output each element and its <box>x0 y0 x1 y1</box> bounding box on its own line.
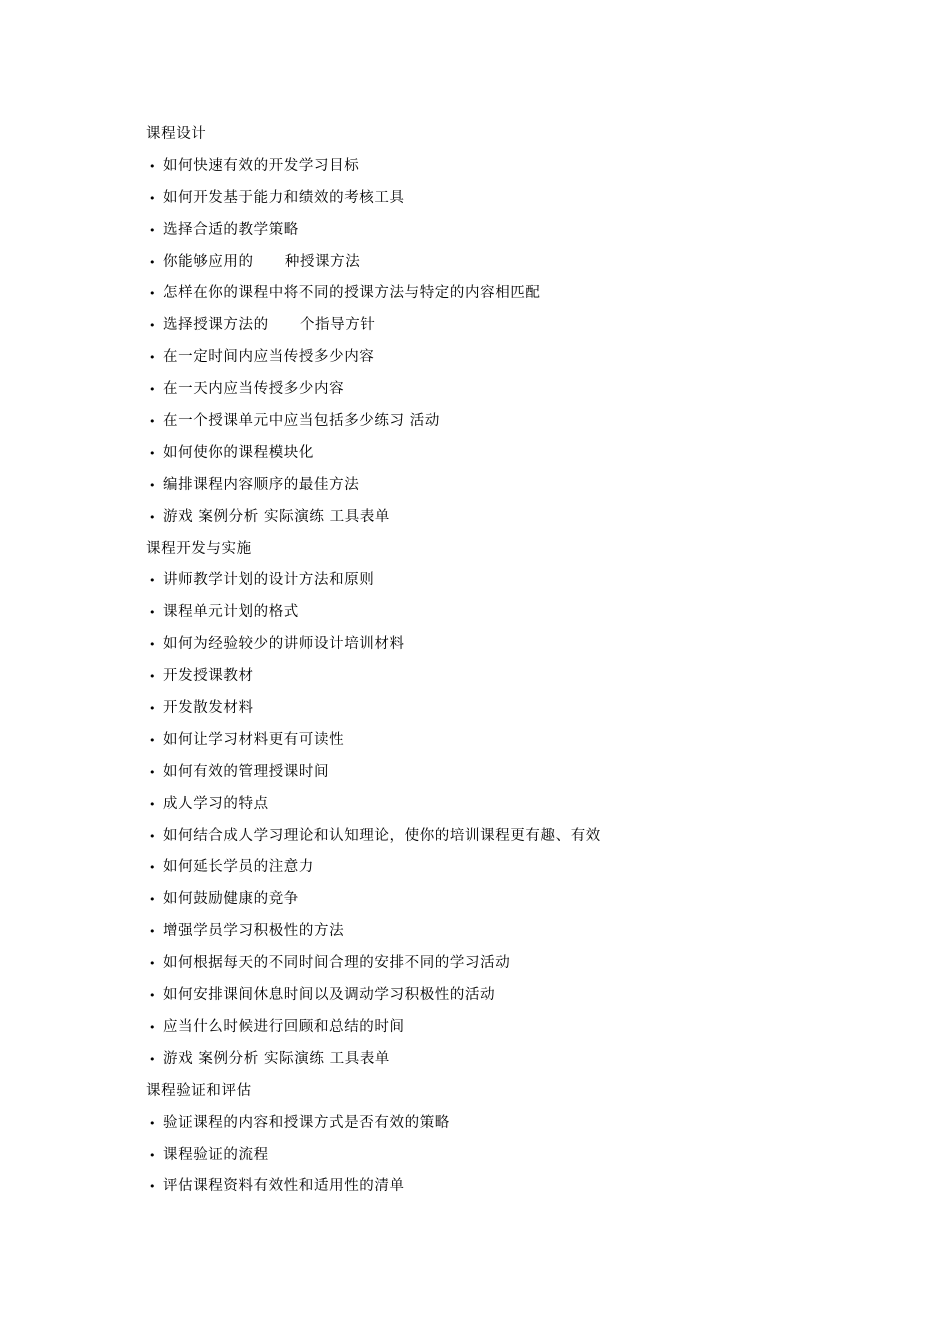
list-item-text: 编排课程内容顺序的最佳方法 <box>163 476 360 493</box>
list-item <box>146 916 906 948</box>
list-item-text: 如何延长学员的注意力 <box>163 859 314 876</box>
section-heading: 课程开发与实施 <box>146 540 252 557</box>
list-item <box>146 1140 906 1172</box>
list-item-text: 讲师教学计划的设计方法和原则 <box>163 572 375 589</box>
bullet-icon: • <box>149 925 157 939</box>
bullet-icon: • <box>149 319 157 333</box>
list-item-text: 游戏 案例分析 实际演练 工具表单 <box>163 508 391 525</box>
bullet-icon: • <box>149 829 157 843</box>
list-item <box>146 438 906 470</box>
bullet-icon: • <box>149 606 157 620</box>
list-item <box>146 470 906 502</box>
bullet-icon: • <box>149 1052 157 1066</box>
bullet-icon: • <box>149 1020 157 1034</box>
list-item-text: 如何让学习材料更有可读性 <box>163 731 345 748</box>
list-item-text: 应当什么时候进行回顾和总结的时间 <box>163 1018 405 1035</box>
list-item <box>146 247 906 279</box>
bullet-icon: • <box>149 702 157 716</box>
bullet-icon: • <box>149 989 157 1003</box>
bullet-icon: • <box>149 351 157 365</box>
list-item <box>146 980 906 1012</box>
list-item-text: 如何安排课间休息时间以及调动学习积极性的活动 <box>163 987 496 1004</box>
bullet-icon: • <box>149 765 157 779</box>
list-item-text: 选择合适的教学策略 <box>163 221 299 238</box>
list-item <box>146 852 906 884</box>
list-item-text: 如何快速有效的开发学习目标 <box>163 157 360 174</box>
bullet-icon: • <box>149 255 157 269</box>
list-item-text: 如何开发基于能力和绩效的考核工具 <box>163 189 405 206</box>
list-item-text: 如何使你的课程模块化 <box>163 444 314 461</box>
bullet-icon: • <box>149 797 157 811</box>
list-item-text: 开发散发材料 <box>163 700 254 717</box>
bullet-icon: • <box>149 574 157 588</box>
bullet-icon: • <box>149 957 157 971</box>
list-item-text: 课程验证的流程 <box>163 1146 269 1163</box>
list-item-text: 增强学员学习积极性的方法 <box>163 923 345 940</box>
bullet-icon: • <box>149 223 157 237</box>
list-item <box>146 1012 906 1044</box>
list-item <box>146 629 906 661</box>
bullet-icon: • <box>149 1180 157 1194</box>
list-item <box>146 757 906 789</box>
bullet-icon: • <box>149 191 157 205</box>
list-item <box>146 278 906 310</box>
list-item-text: 成人学习的特点 <box>163 795 269 812</box>
list-item <box>146 1044 906 1076</box>
list-item <box>146 1108 906 1140</box>
list-item <box>146 1171 906 1203</box>
list-item-text: 评估课程资料有效性和适用性的清单 <box>163 1178 405 1195</box>
bullet-icon: • <box>149 893 157 907</box>
list-item-text: 如何有效的管理授课时间 <box>163 763 330 780</box>
list-item <box>146 310 906 342</box>
list-item-text: 课程单元计划的格式 <box>163 604 299 621</box>
list-item <box>146 884 906 916</box>
bullet-icon: • <box>149 415 157 429</box>
list-item-text: 在一定时间内应当传授多少内容 <box>163 349 375 366</box>
list-item-text: 你能够应用的 种授课方法 <box>163 253 361 270</box>
bullet-icon: • <box>149 670 157 684</box>
bullet-icon: • <box>149 159 157 173</box>
list-item-text: 选择授课方法的 个指导方针 <box>163 317 376 334</box>
bullet-icon: • <box>149 287 157 301</box>
list-item-text: 在一个授课单元中应当包括多少练习 活动 <box>163 413 441 430</box>
list-item-text: 如何为经验较少的讲师设计培训材料 <box>163 636 405 653</box>
bullet-icon: • <box>149 478 157 492</box>
list-item <box>146 374 906 406</box>
list-item-text: 如何鼓励健康的竞争 <box>163 891 299 908</box>
list-item <box>146 597 906 629</box>
section-heading: 课程验证和评估 <box>146 1082 252 1099</box>
list-item <box>146 565 906 597</box>
bullet-icon: • <box>149 861 157 875</box>
list-item-text: 验证课程的内容和授课方式是否有效的策略 <box>163 1114 450 1131</box>
list-item <box>146 215 906 247</box>
bullet-icon: • <box>149 446 157 460</box>
list-item <box>146 502 906 534</box>
list-item <box>146 183 906 215</box>
list-item-text: 游戏 案例分析 实际演练 工具表单 <box>163 1050 391 1067</box>
bullet-icon: • <box>149 733 157 747</box>
list-item <box>146 342 906 374</box>
bullet-icon: • <box>149 638 157 652</box>
bullet-icon: • <box>149 1116 157 1130</box>
list-item <box>146 948 906 980</box>
list-item <box>146 789 906 821</box>
list-item <box>146 661 906 693</box>
list-item-text: 如何根据每天的不同时间合理的安排不同的学习活动 <box>163 955 511 972</box>
list-item-text: 如何结合成人学习理论和认知理论，使你的培训课程更有趣、有效 <box>163 827 601 844</box>
document-body <box>146 119 906 1203</box>
list-item <box>146 406 906 438</box>
list-item-text: 怎样在你的课程中将不同的授课方法与特定的内容相匹配 <box>163 285 541 302</box>
bullet-icon: • <box>149 510 157 524</box>
list-item <box>146 151 906 183</box>
list-item-text: 在一天内应当传授多少内容 <box>163 381 345 398</box>
list-item-text: 开发授课教材 <box>163 668 254 685</box>
list-item <box>146 693 906 725</box>
bullet-icon: • <box>149 1148 157 1162</box>
section-heading: 课程设计 <box>146 126 207 142</box>
list-item <box>146 725 906 757</box>
list-item <box>146 821 906 853</box>
bullet-icon: • <box>149 383 157 397</box>
